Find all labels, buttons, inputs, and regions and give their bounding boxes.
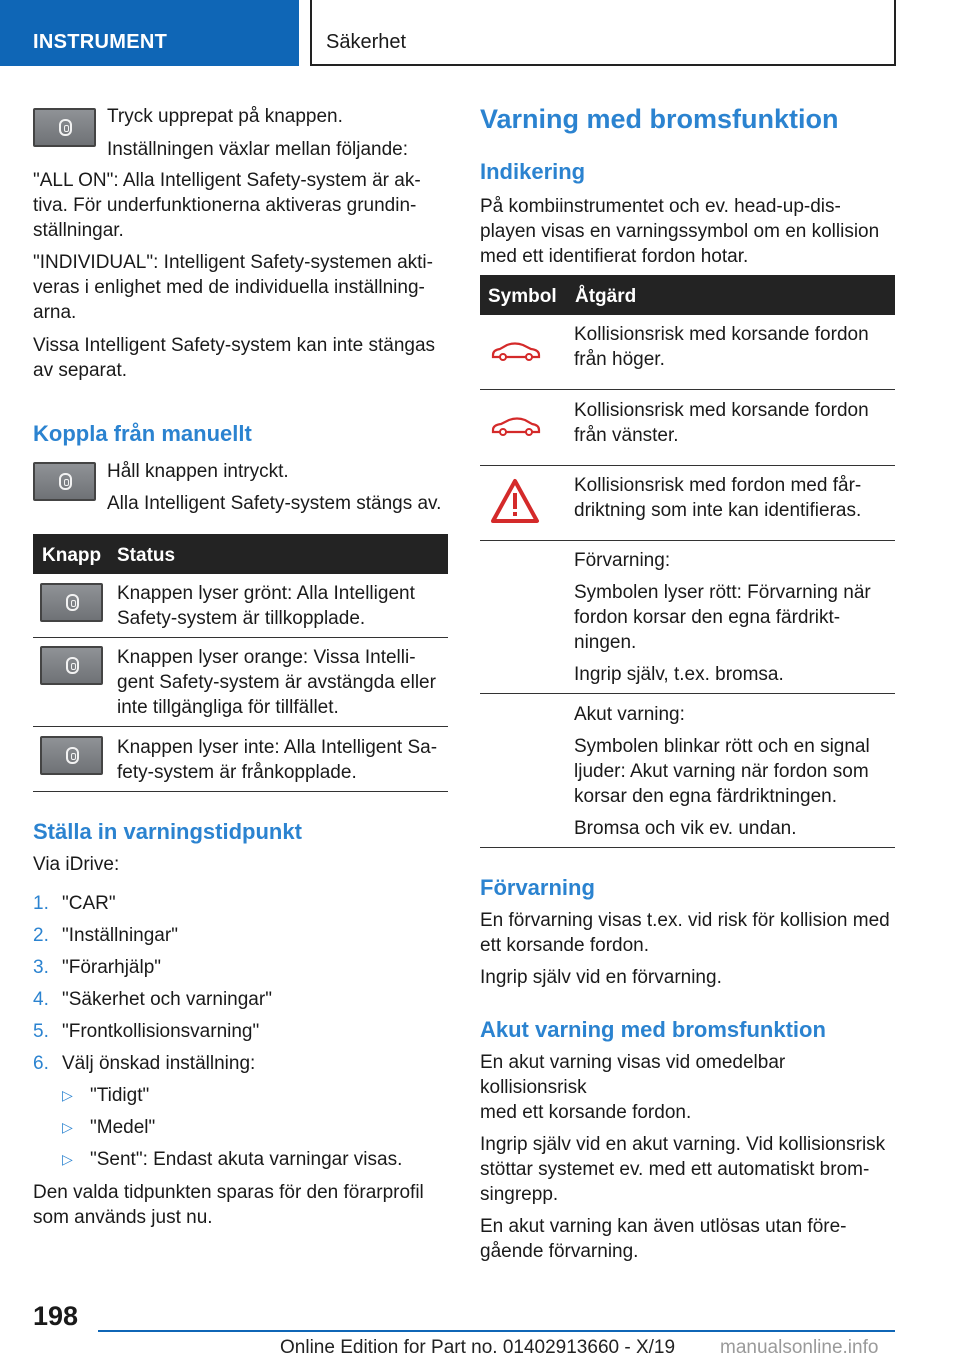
cell-line: driktning som inte kan identifieras.	[574, 500, 862, 521]
para-all-on	[33, 168, 448, 243]
text-line: ett korsande fordon.	[480, 935, 649, 956]
text-line: En förvarning visas t.ex. vid risk för kollision med	[480, 910, 890, 931]
cell-line: Knappen lyser grönt: Alla Intelligent	[117, 583, 415, 604]
footer-watermark: manualsonline.info	[720, 1337, 879, 1358]
section-label: INSTRUMENT	[33, 31, 168, 53]
cell-line: Symbolen lyser rött: Förvarning när	[574, 582, 871, 603]
status-row	[117, 735, 447, 785]
text-line: "ALL ON": Alla Intelligent Safety-system är ak-	[33, 170, 421, 191]
indikering-heading: Indikering	[480, 159, 586, 184]
cell-line: fordon korsar den egna färdrikt-	[574, 607, 841, 628]
substep-text: "Sent": Endast akuta varningar visas.	[90, 1149, 403, 1170]
text-line: veras i enlighet med de individuella inställning-	[33, 277, 425, 298]
status-row	[117, 645, 447, 720]
row-divider	[33, 726, 448, 727]
forvarning-heading: Förvarning	[480, 875, 595, 900]
koppla-line-2: Alla Intelligent Safety-system stängs av.	[107, 493, 442, 514]
symbol-row	[574, 322, 895, 372]
cell-line: Kollisionsrisk med korsande fordon	[574, 324, 869, 345]
col-knapp: Knapp	[42, 545, 102, 566]
col-status: Status	[117, 545, 176, 566]
akut-heading: Akut varning med bromsfunktion	[480, 1017, 826, 1042]
text-line: stöttar systemet ev. med ett automatiskt brom-	[480, 1159, 870, 1180]
akut-text	[480, 1050, 895, 1264]
symbol-row	[574, 548, 895, 687]
via-idrive: Via iDrive:	[33, 854, 120, 875]
koppla-heading: Koppla från manuellt	[33, 421, 252, 446]
safety-button-icon	[33, 108, 96, 147]
forvarning-text	[480, 908, 895, 990]
cell-line: Symbolen blinkar rött och en signal	[574, 736, 870, 757]
text-line: Ingrip själv vid en akut varning. Vid kollisionsrisk	[480, 1134, 886, 1155]
safety-button-icon	[33, 462, 96, 501]
cell-line: ljuder: Akut varning när fordon som	[574, 761, 869, 782]
step-text: "Inställningar"	[62, 925, 178, 946]
step-text: "CAR"	[62, 893, 116, 914]
row-divider	[480, 465, 895, 466]
para-vissa	[33, 333, 448, 383]
status-table-header	[33, 534, 448, 574]
text-line: En akut varning visas vid omedelbar kollisionsrisk	[480, 1052, 786, 1098]
cell-line: inte tillgängliga för tillfället.	[117, 697, 339, 718]
step-number: 3.	[33, 957, 49, 978]
text-line: ställningar.	[33, 220, 124, 241]
cell-line: från vänster.	[574, 425, 679, 446]
step-text: "Frontkollisionsvarning"	[62, 1021, 260, 1042]
section-tab	[0, 0, 299, 66]
substep-text: "Medel"	[90, 1117, 156, 1138]
cell-line: korsar den egna färdriktningen.	[574, 786, 837, 807]
text-line: tiva. För underfunktionerna aktiveras grundin-	[33, 195, 417, 216]
symbol-row	[574, 473, 895, 523]
step-text: "Säkerhet och varningar"	[62, 989, 272, 1010]
step-number: 5.	[33, 1021, 49, 1042]
intro-line-2: Inställningen växlar mellan följande:	[107, 139, 409, 160]
page-section-title: Varning med bromsfunktion	[480, 104, 839, 134]
bullet-triangle-icon: ▷	[62, 1119, 73, 1135]
row-divider	[480, 540, 895, 541]
chapter-title: Säkerhet	[326, 31, 407, 53]
cell-line: Förvarning:	[574, 550, 671, 571]
text-line: På kombiinstrumentet och ev. head-up-dis-	[480, 196, 841, 217]
cell-line: ningen.	[574, 632, 637, 653]
safety-button-orange-icon	[40, 646, 103, 685]
text-line: av separat.	[33, 360, 127, 381]
safety-button-green-icon	[40, 583, 103, 622]
indikering-text	[480, 194, 895, 269]
text-line: med ett korsande fordon.	[480, 1102, 692, 1123]
symbol-row	[574, 702, 895, 841]
cell-line: fety-system är frånkopplade.	[117, 762, 357, 783]
step-text: "Förarhjälp"	[62, 957, 162, 978]
col-atgard: Åtgärd	[575, 286, 637, 307]
row-divider	[33, 791, 448, 792]
cell-line: Bromsa och vik ev. undan.	[574, 818, 797, 839]
row-divider	[480, 693, 895, 694]
text-line: med ett identifierat fordon hotar.	[480, 246, 749, 267]
intro-line-1: Tryck upprepat på knappen.	[107, 106, 343, 127]
symbol-row	[574, 398, 895, 448]
symbol-table-header	[480, 275, 895, 315]
text-line: gående förvarning.	[480, 1241, 639, 1262]
text-line: singrepp.	[480, 1184, 559, 1205]
status-row	[117, 581, 447, 631]
cell-line: Akut varning:	[574, 704, 685, 725]
text-line: som används just nu.	[33, 1207, 213, 1228]
cell-line: Kollisionsrisk med korsande fordon	[574, 400, 869, 421]
text-line: arna.	[33, 302, 77, 323]
row-divider	[480, 847, 895, 848]
bullet-triangle-icon: ▷	[62, 1087, 73, 1103]
cell-line: från höger.	[574, 349, 665, 370]
text-line: "INDIVIDUAL": Intelligent Safety-systemen akti-	[33, 252, 433, 273]
step-number: 4.	[33, 989, 49, 1010]
row-divider	[33, 637, 448, 638]
text-line: Ingrip själv vid en förvarning.	[480, 967, 722, 988]
col-symbol: Symbol	[488, 286, 557, 307]
cell-line: Safety-system är tillkopplade.	[117, 608, 366, 629]
step-number: 2.	[33, 925, 49, 946]
chapter-tab	[310, 0, 896, 66]
cell-line: Ingrip själv, t.ex. bromsa.	[574, 664, 784, 685]
car-crossing-left-icon	[490, 415, 542, 437]
text-line: En akut varning kan även utlösas utan före-	[480, 1216, 847, 1237]
footer-edition: Online Edition for Part no. 01402913660 - X/19	[280, 1337, 676, 1358]
car-crossing-right-icon	[490, 340, 542, 362]
cell-line: gent Safety-system är avstängda eller	[117, 672, 436, 693]
cell-line: Knappen lyser inte: Alla Intelligent Sa-	[117, 737, 438, 758]
step-number: 1.	[33, 893, 49, 914]
para-individual	[33, 250, 448, 325]
step-number: 6.	[33, 1053, 49, 1074]
closing-text	[33, 1180, 448, 1230]
safety-button-off-icon	[40, 736, 103, 775]
step-text: Välj önskad inställning:	[62, 1053, 256, 1074]
row-divider	[480, 389, 895, 390]
koppla-line-1: Håll knappen intryckt.	[107, 461, 289, 482]
bullet-triangle-icon: ▷	[62, 1151, 73, 1167]
text-line: playen visas en varningssymbol om en kollision	[480, 221, 880, 242]
stalla-heading: Ställa in varningstidpunkt	[33, 819, 302, 844]
warning-triangle-icon	[489, 477, 541, 525]
cell-line: Knappen lyser orange: Vissa Intelli-	[117, 647, 416, 668]
page-number: 198	[33, 1301, 79, 1331]
cell-line: Kollisionsrisk med fordon med får-	[574, 475, 862, 496]
substep-text: "Tidigt"	[90, 1085, 150, 1106]
footer-rule	[98, 1330, 895, 1332]
text-line: Den valda tidpunkten sparas för den förarprofil	[33, 1182, 424, 1203]
text-line: Vissa Intelligent Safety-system kan inte stängas	[33, 335, 436, 356]
